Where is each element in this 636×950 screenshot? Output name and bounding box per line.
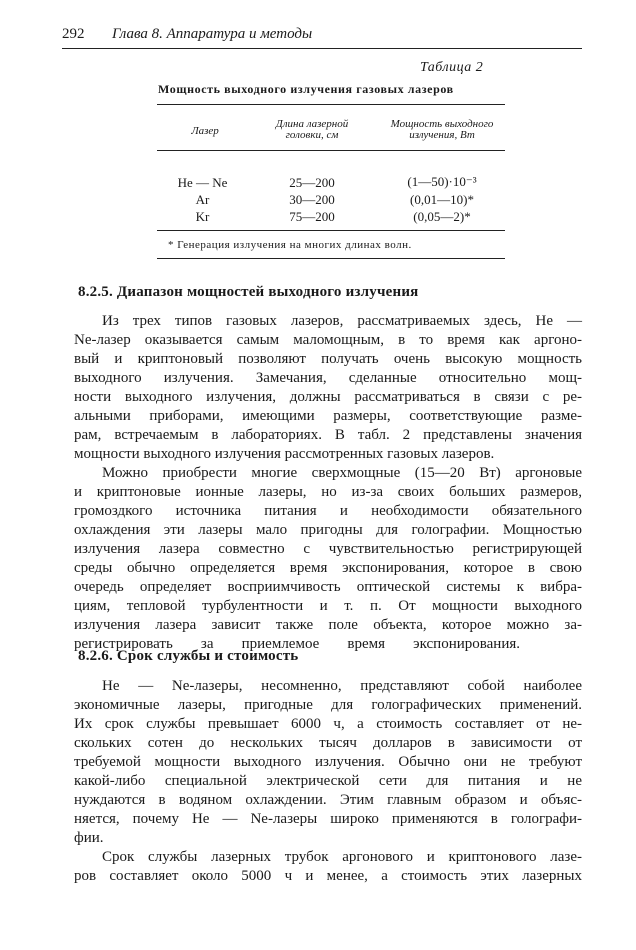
text-line: няется, почему He — Ne-лазеры широко применяются в голографи-: [74, 811, 582, 827]
table-bottom-rule: [157, 230, 505, 231]
text-line: скольких сотен до нескольких тысяч долларов в зависимости от: [74, 735, 582, 751]
table-cell: (1—50)·10⁻³: [407, 174, 477, 189]
text-line: громоздкого источника питания и необходимости обязательного: [74, 503, 582, 519]
text-line: Ne-лазер оказывается самым маломощным, в то время как аргоно-: [74, 332, 582, 348]
table-cell: 30—200: [289, 192, 335, 207]
table-cell: 25—200: [289, 175, 335, 190]
section-heading: 8.2.6. Срок службы и стоимость: [78, 648, 299, 664]
table-label: Таблица 2: [420, 60, 484, 75]
chapter-title: Глава 8. Аппаратура и методы: [112, 26, 313, 42]
text-line: выходного излучения. Замечания, сделанные относительно мощ-: [74, 370, 582, 386]
header-rule: [62, 48, 582, 49]
text-line: экономичные лазеры, пригодные для голографических применений.: [74, 697, 582, 713]
text-line: какой-либо специальной электрической сети для питания и не: [74, 773, 582, 789]
text-line: фии.: [74, 830, 104, 846]
text-line: Из трех типов газовых лазеров, рассматриваемых здесь, He —: [102, 313, 582, 329]
text-line: Их срок службы превышает 6000 ч, а стоимость составляет от не-: [74, 716, 582, 732]
text-line: рам, встречаемым в лабораториях. В табл. 2 представлены значения: [74, 427, 582, 443]
text-line: очередь определяет восприимчивость оптической системы к вибра-: [74, 579, 582, 595]
table-cell: 75—200: [289, 209, 335, 224]
text-line: альными приборами, имеющими размеры, соответствующие разме-: [74, 408, 582, 424]
table-title: Мощность выходного излучения газовых лазеров: [158, 82, 454, 96]
table-cell: He — Ne: [177, 175, 228, 190]
table-cell: Kr: [195, 209, 210, 224]
table-header-length: Длина лазерной головки, см: [275, 118, 349, 141]
text-line: излучения лазера зависит также поле объекта, которое можно за-: [74, 617, 582, 633]
text-line: ров составляет около 5000 ч и менее, а стоимость этих лазерных: [74, 868, 582, 884]
text-line: среды обычно определяется время экспонирования, которое в свою: [74, 560, 582, 576]
table-header-rule: [157, 150, 505, 151]
text-line: ности выходного излучения, должны рассматриваться в связи с ре-: [74, 389, 582, 405]
text-line: охлаждения эти лазеры мало пригодны для голографии. Мощностью: [74, 522, 582, 538]
text-line: He — Ne-лазеры, несомненно, представляют собой наиболее: [102, 678, 582, 694]
table-footnote: * Генерация излучения на многих длинах волн.: [168, 239, 412, 251]
text-line: вый и криптоновый позволяют получать очень высокую мощность: [74, 351, 582, 367]
table-header-power: Мощность выходного излучения, Вт: [390, 118, 494, 141]
table-cell: (0,01—10)*: [410, 192, 474, 207]
text-line: регистрировать за приемлемое время экспонирования.: [74, 636, 520, 652]
table-cell: (0,05—2)*: [413, 209, 471, 224]
table-cell: Ar: [195, 192, 210, 207]
text-line: и криптоновые ионные лазеры, но из-за своих больших размеров,: [74, 484, 582, 500]
page-number: 292: [62, 26, 85, 42]
table-top-rule: [157, 104, 505, 105]
text-line: излучения лазера совместно с чувствительностью регистрирующей: [74, 541, 582, 557]
text-line: Можно приобрести многие сверхмощные (15—20 Вт) аргоновые: [102, 465, 582, 481]
text-line: требуемой мощности выходного излучения. Обычно они не требуют: [74, 754, 582, 770]
text-line: нуждаются в водяном охлаждении. Этим главным образом и объяс-: [74, 792, 582, 808]
section-heading: 8.2.5. Диапазон мощностей выходного излучения: [78, 284, 419, 300]
text-line: мощности выходного излучения рассмотренных газовых лазеров.: [74, 446, 495, 462]
text-line: Срок службы лазерных трубок аргонового и криптонового лазе-: [102, 849, 582, 865]
table-header-laser: Лазер: [191, 125, 219, 137]
table-end-rule: [157, 258, 505, 259]
text-line: циям, тепловой турбулентности и т. п. От мощности выходного: [74, 598, 582, 614]
